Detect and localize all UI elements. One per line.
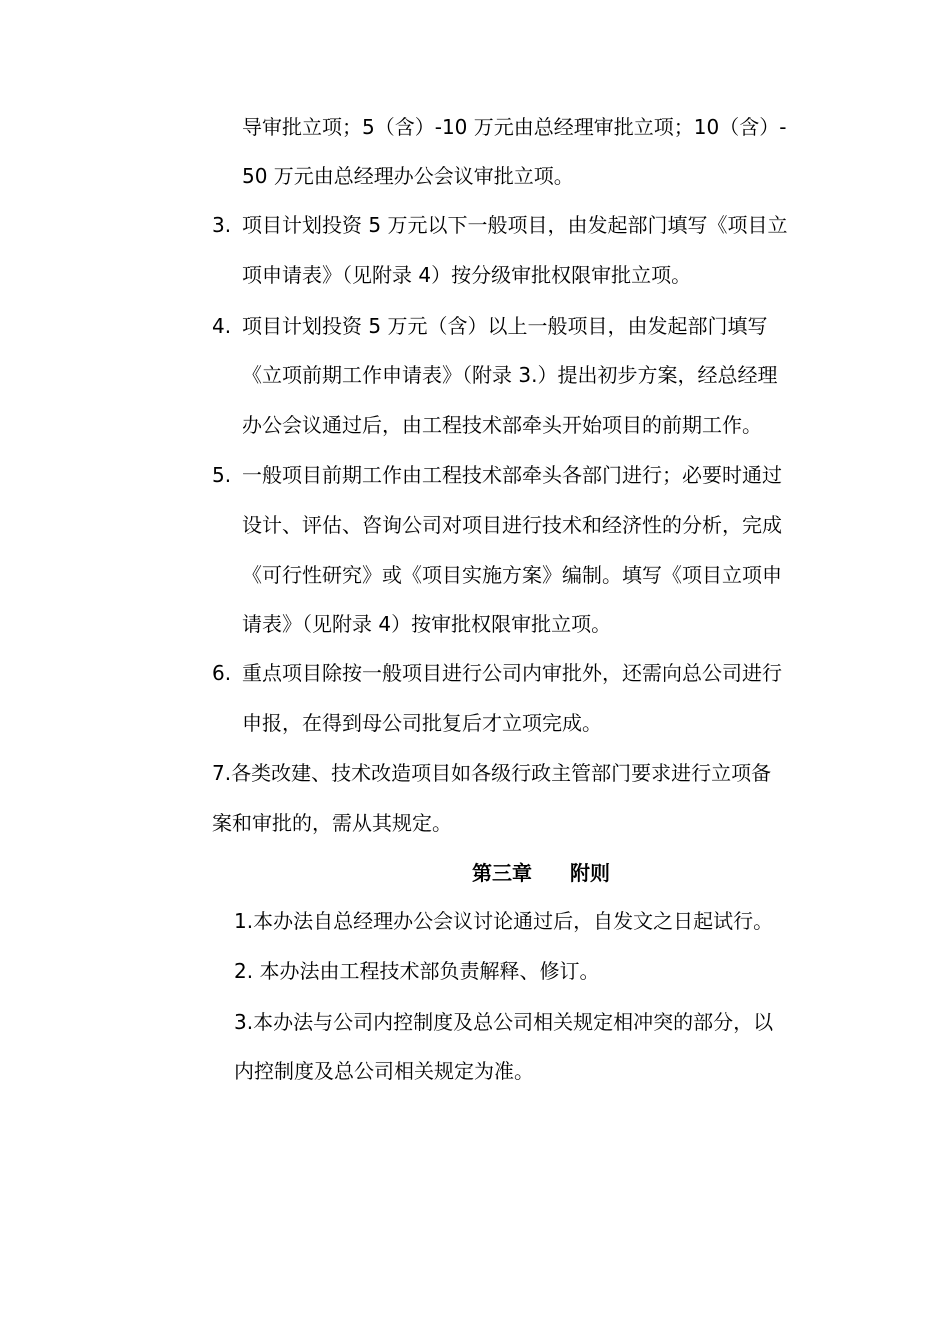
text-line: 设计、评估、咨询公司对项目进行技术和经济性的分析，完成 bbox=[242, 513, 782, 537]
list-number: 4. bbox=[212, 314, 232, 338]
text-line: 导审批立项；5（含）-10 万元由总经理审批立项；10（含）- bbox=[242, 115, 787, 139]
text-line: 办公会议通过后，由工程技术部牵头开始项目的前期工作。 bbox=[242, 413, 762, 437]
text-line: 50 万元由总经理办公会议审批立项。 bbox=[242, 164, 574, 188]
text-line: 7.各类改建、技术改造项目如各级行政主管部门要求进行立项备 bbox=[212, 761, 772, 785]
text-line: 《可行性研究》或《项目实施方案》编制。填写《项目立项申 bbox=[242, 563, 782, 587]
chapter-number: 第三章 bbox=[472, 861, 532, 885]
chapter-title bbox=[472, 861, 610, 885]
text-line: 1.本办法自总经理办公会议讨论通过后，自发文之日起试行。 bbox=[234, 909, 774, 933]
text-line: 《立项前期工作申请表》（附录 3.）提出初步方案，经总经理 bbox=[242, 363, 778, 387]
list-number: 3. bbox=[212, 213, 232, 237]
text-line: 2. 本办法由工程技术部负责解释、修订。 bbox=[234, 959, 600, 983]
text-line: 内控制度及总公司相关规定为准。 bbox=[234, 1059, 534, 1083]
text-line: 3.本办法与公司内控制度及总公司相关规定相冲突的部分，以 bbox=[234, 1010, 774, 1034]
text-line: 项目计划投资 5 万元以下一般项目，由发起部门填写《项目立 bbox=[242, 213, 788, 237]
list-number: 5. bbox=[212, 463, 232, 487]
list-number: 6. bbox=[212, 661, 232, 685]
text-line: 请表》（见附录 4）按审批权限审批立项。 bbox=[242, 612, 612, 636]
chapter-name: 附则 bbox=[570, 861, 610, 885]
text-line: 项申请表》（见附录 4）按分级审批权限审批立项。 bbox=[242, 263, 692, 287]
text-line: 申报，在得到母公司批复后才立项完成。 bbox=[242, 711, 602, 735]
text-line: 重点项目除按一般项目进行公司内审批外，还需向总公司进行 bbox=[242, 661, 782, 685]
text-line: 一般项目前期工作由工程技术部牵头各部门进行；必要时通过 bbox=[242, 463, 782, 487]
text-line: 项目计划投资 5 万元（含）以上一般项目，由发起部门填写 bbox=[242, 314, 768, 338]
text-line: 案和审批的，需从其规定。 bbox=[212, 811, 452, 835]
